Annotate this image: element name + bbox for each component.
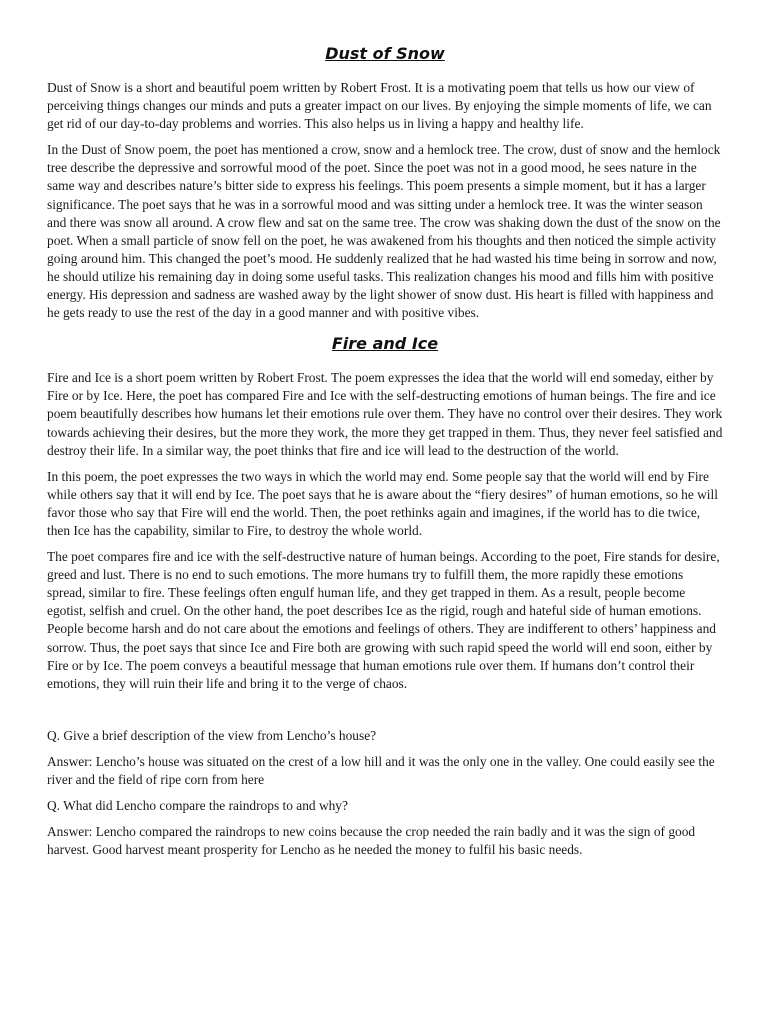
section-title: Dust of Snow (325, 44, 445, 63)
paragraph: The poet compares fire and ice with the self-destructive nature of human beings. According to the poet, Fire stands for desire, greed and lust. There is no end to such emotions. The more humans try to fulfill them, the more rapidly these emotions spread, similar to fire. These feelings often engulf human life, and they get trapped in them. As a result, people become egotist, selfish and cruel. On the other hand, the poet describes Ice as the rigid, rough and hateful side of human emotions. People become harsh and do not care about the emotions and feelings of others. They are indifferent to others’ happiness and sorrow. Thus, the poet says that since Ice and Fire both are growing with such rapid speed the world will end soon, either by Fire or by Ice. The poem conveys a beautiful message that human emotions rule over them. If humans don’t control their emotions, they will ruin their life and bring it to the verge of chaos. (47, 549, 720, 691)
section-title: Fire and Ice (331, 334, 439, 354)
question-answer-list (47, 727, 723, 860)
question: Q. Give a brief description of the view from Lencho’s house? (47, 727, 377, 743)
paragraph: In this poem, the poet expresses the two ways in which the world may end. Some people say that the world will end by Fire while others say that it will end by Ice. The poet says that he is aware about the “fiery desires” of human emotions, so he will favor those who say that Fire will end the world. Then, the poet rethinks again and imagines, if the world has to die twice, then Ice has the capability, similar to Fire, to destroy the whole world. (47, 468, 718, 538)
section-dust-of-snow (47, 44, 723, 322)
section-fire-and-ice (47, 334, 723, 693)
answer: Answer: Lencho’s house was situated on the crest of a low hill and it was the only one in the valley. One could easily see the river and the field of ripe corn from here (47, 753, 715, 787)
document-page (47, 44, 723, 867)
paragraph: Dust of Snow is a short and beautiful poem written by Robert Frost. It is a motivating poem that tells us how our view of perceiving things changes our minds and puts a greater impact on our lives. By enjoying the simple moments of life, we can get rid of our day-to-day problems and worries. This also helps us in living a happy and healthy life. (47, 80, 712, 132)
question: Q. What did Lencho compare the raindrops to and why? (47, 798, 348, 814)
paragraph: In the Dust of Snow poem, the poet has mentioned a crow, snow and a hemlock tree. The crow, dust of snow and the hemlock tree describe the depressive and sorrowful mood of the poet. Since the poet was not in a good mood, he sees nature in the same way and describes nature’s bitter side to express his feelings. This poem presents a simple moment, but it has a larger significance. The poet says that he was in a sorrowful mood and was sitting under a hemlock tree. It was the winter season and there was snow all around. A crow flew and sat on the same tree. The crow was shaking down the dust of the snow on the poet. When a small particle of snow fell on the poet, he was awakened from his thoughts and then noticed the simple activity going around him. This changed the poet’s mood. He suddenly realized that he had wasted his time being in sorrow and now, he should utilize his remaining day in doing some useful tasks. This realization changes his mood and fills him with positive energy. His depression and sadness are washed away by the light shower of snow dust. His heart is filled with happiness and he gets ready to use the rest of the day in a good manner and with positive vibes. (47, 142, 721, 321)
answer: Answer: Lencho compared the raindrops to new coins because the crop needed the rain badly and it was the sign of good harvest. Good harvest meant prosperity for Lencho as he needed the money to fulfil his basic needs. (47, 824, 696, 858)
paragraph: Fire and Ice is a short poem written by Robert Frost. The poem expresses the idea that the world will end someday, either by Fire or by Ice. Here, the poet has compared Fire and Ice with the self-destructing emotions of human beings. The fire and ice poem beautifully describes how humans let their emotions rule over them. They have no control over their desires. They work towards achieving their desires, but the more they work, the more they get trapped in them. Thus, they never feel satisfied and destroy their life. In a similar way, the poet thinks that fire and ice will lead to the destruction of the world. (47, 370, 723, 458)
